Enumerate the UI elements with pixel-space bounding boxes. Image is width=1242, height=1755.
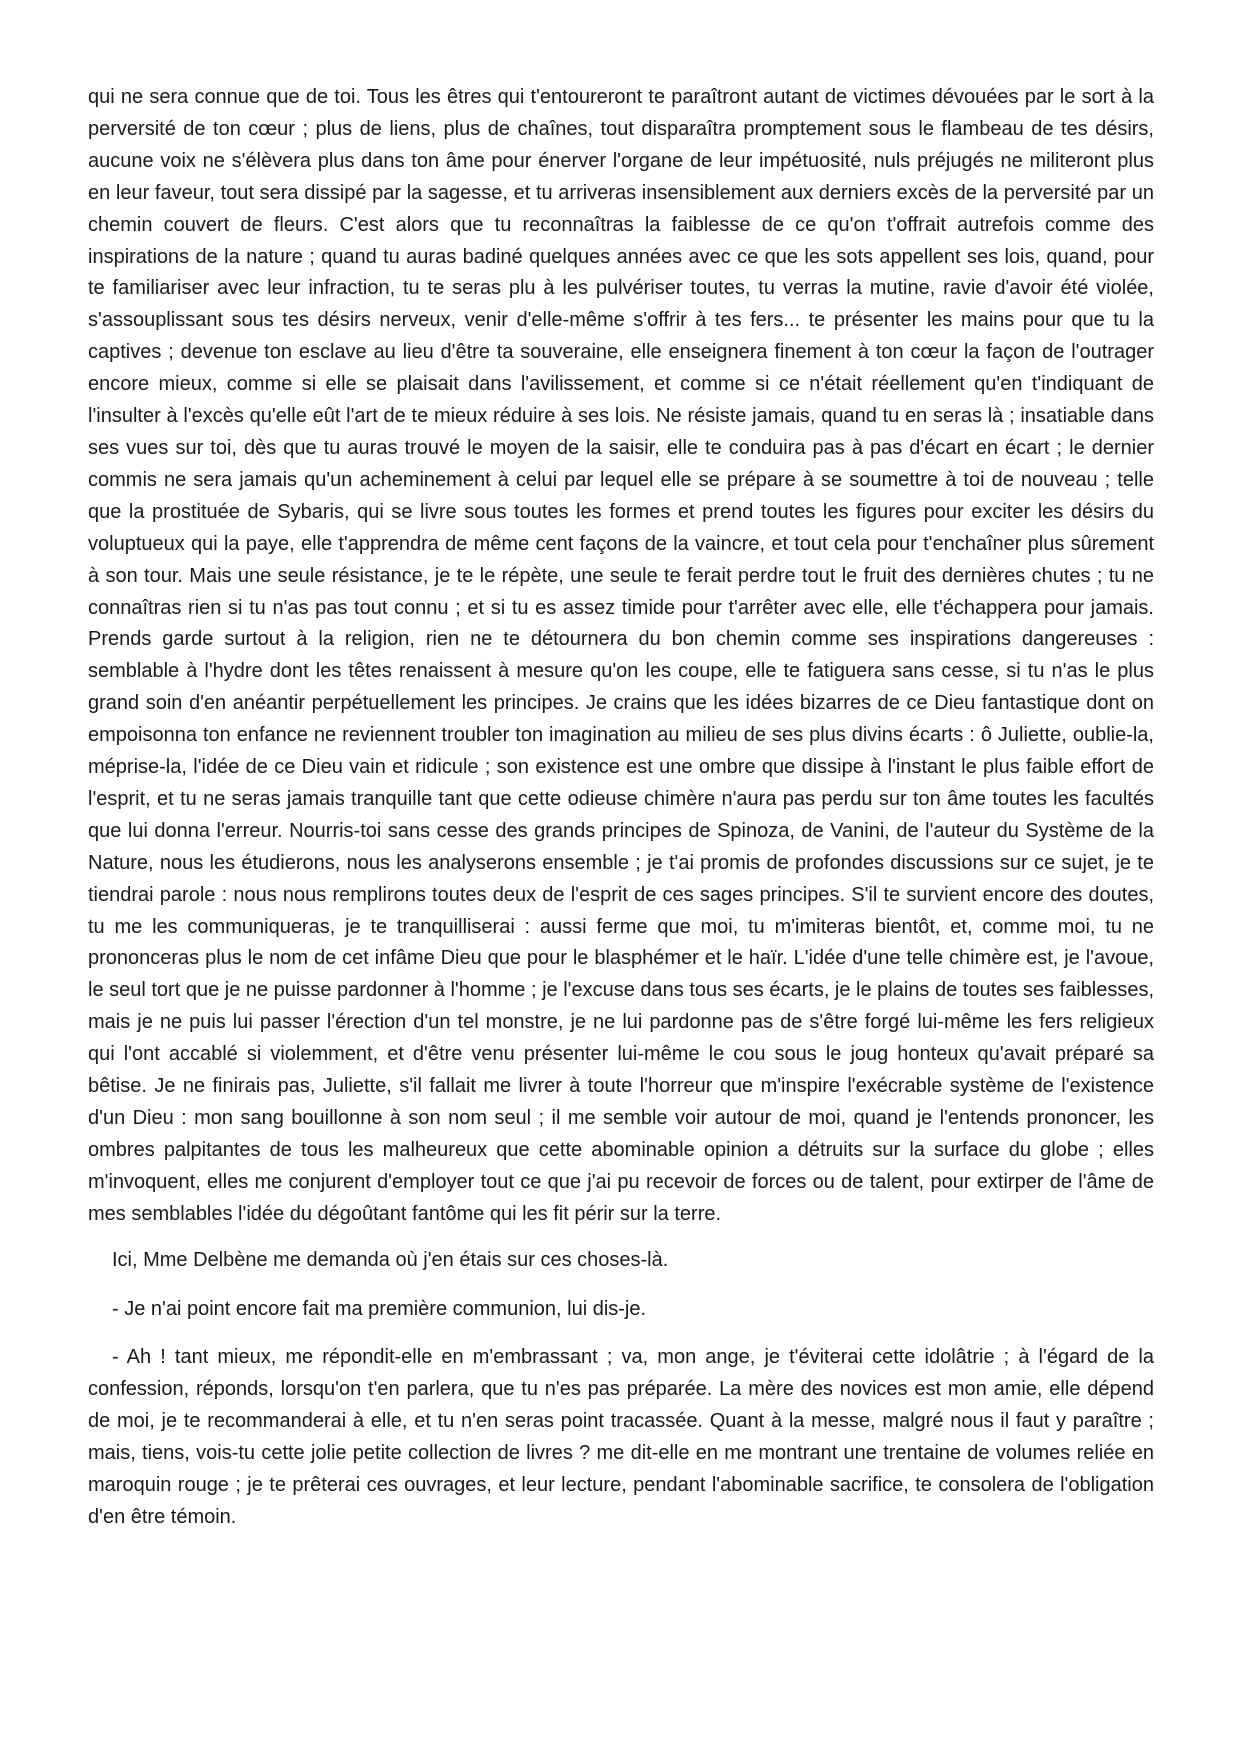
document-page bbox=[88, 82, 1154, 1534]
paragraph-dialogue-response: - Ah ! tant mieux, me répondit-elle en m'embrassant ; va, mon ange, je t'éviterai cette idolâtrie ; à l'égard de la confession, réponds, lorsqu'on t'en parlera, que tu n'es pas préparée. La mère des novices est mon amie, elle dépend de moi, je te recommanderai à elle, et tu n'en seras point tracassée. Quant à la messe, malgré nous il faut y paraître ; mais, tiens, vois-tu cette jolie petite collection de livres ? me dit-elle en me montrant une trentaine de volumes reliée en maroquin rouge ; je te prêterai ces ouvrages, et leur lecture, pendant l'abominable sacrifice, te consolera de l'obligation d'en être témoin. bbox=[88, 1346, 1154, 1528]
paragraph-body: qui ne sera connue que de toi. Tous les êtres qui t'entoureront te paraîtront autant de victimes dévouées par le sort à la perversité de ton cœur ; plus de liens, plus de chaînes, tout disparaîtra promptement sous le flambeau de tes désirs, aucune voix ne s'élèvera plus dans ton âme pour énerver l'organe de leur impétuosité, nuls préjugés ne militeront plus en leur faveur, tout sera dissipé par la sagesse, et tu arriveras insensiblement aux derniers excès de la perversité par un chemin couvert de fleurs. C'est alors que tu reconnaîtras la faiblesse de ce qu'on t'offrait autrefois comme des inspirations de la nature ; quand tu auras badiné quelques années avec ce que les sots appellent ses lois, quand, pour te familiariser avec leur infraction, tu te seras plu à les pulvériser toutes, tu verras la mutine, ravie d'avoir été violée, s'assouplissant sous tes désirs nerveux, venir d'elle-même s'offrir à tes fers... te présenter les mains pour que tu la captives ; devenue ton esclave au lieu d'être ta souveraine, elle enseignera finement à ton cœur la façon de l'outrager encore mieux, comme si elle se plaisait dans l'avilissement, et comme si ce n'était réellement qu'en t'indiquant de l'insulter à l'excès qu'elle eût l'art de te mieux réduire à ses lois. Ne résiste jamais, quand tu en seras là ; insatiable dans ses vues sur toi, dès que tu auras trouvé le moyen de la saisir, elle te conduira pas à pas d'écart en écart ; le dernier commis ne sera jamais qu'un acheminement à celui par lequel elle se prépare à se soumettre à toi de nouveau ; telle que la prostituée de Sybaris, qui se livre sous toutes les formes et prend toutes les figures pour exciter les désirs du voluptueux qui la paye, elle t'apprendra de même cent façons de la vaincre, et tout cela pour t'enchaîner plus sûrement à son tour. Mais une seule résistance, je te le répète, une seule te ferait perdre tout le fruit des dernières chutes ; tu ne connaîtras rien si tu n'as pas tout connu ; et si tu es assez timide pour t'arrêter avec elle, elle t'échappera pour jamais. Prends garde surtout à la religion, rien ne te détournera du bon chemin comme ses inspirations dangereuses : semblable à l'hydre dont les têtes renaissent à mesure qu'on les coupe, elle te fatiguera sans cesse, si tu n'as le plus grand soin d'en anéantir perpétuellement les principes. Je crains que les idées bizarres de ce Dieu fantastique dont on empoisonna ton enfance ne reviennent troubler ton imagination au milieu de ses plus divins écarts : ô Juliette, oublie-la, méprise-la, l'idée de ce Dieu vain et ridicule ; son existence est une ombre que dissipe à l'instant le plus faible effort de l'esprit, et tu ne seras jamais tranquille tant que cette odieuse chimère n'aura pas perdu sur ton âme toutes les facultés que lui donna l'erreur. Nourris-toi sans cesse des grands principes de Spinoza, de Vanini, de l'auteur du Système de la Nature, nous les étudierons, nous les analyserons ensemble ; je t'ai promis de profondes discussions sur ce sujet, je te tiendrai parole : nous nous remplirons toutes deux de l'esprit de ces sages principes. S'il te survient encore des doutes, tu me les communiqueras, je te tranquilliserai : aussi ferme que moi, tu m'imiteras bientôt, et, comme moi, tu ne prononceras plus le nom de cet infâme Dieu que pour le blasphémer et le haïr. L'idée d'une telle chimère est, je l'avoue, le seul tort que je ne puisse pardonner à l'homme ; je l'excuse dans tous ses écarts, je le plains de toutes ses faiblesses, mais je ne puis lui passer l'érection d'un tel monstre, je ne lui pardonne pas de s'être forgé lui-même les fers religieux qui l'ont accablé si violemment, et d'être venu présenter lui-même le cou sous le joug honteux qu'avait préparé sa bêtise. Je ne finirais pas, Juliette, s'il fallait me livrer à toute l'horreur que m'inspire l'exécrable système de l'existence d'un Dieu : mon sang bouillonne à son nom seul ; il me semble voir autour de moi, quand je l'entends prononcer, les ombres palpitantes de tous les malheureux que cette abominable opinion a détruits sur la surface du globe ; elles m'invoquent, elles me conjurent d'employer tout ce que j'ai pu recevoir de forces ou de talent, pour extirper de l'âme de mes semblables l'idée du dégoûtant fantôme qui les fit périr sur la terre. bbox=[88, 86, 1155, 1225]
paragraph-dialogue-reply: - Je n'ai point encore fait ma première communion, lui dis-je. bbox=[112, 1297, 647, 1320]
paragraph-narration: Ici, Mme Delbène me demanda où j'en étais sur ces choses-là. bbox=[112, 1248, 669, 1271]
